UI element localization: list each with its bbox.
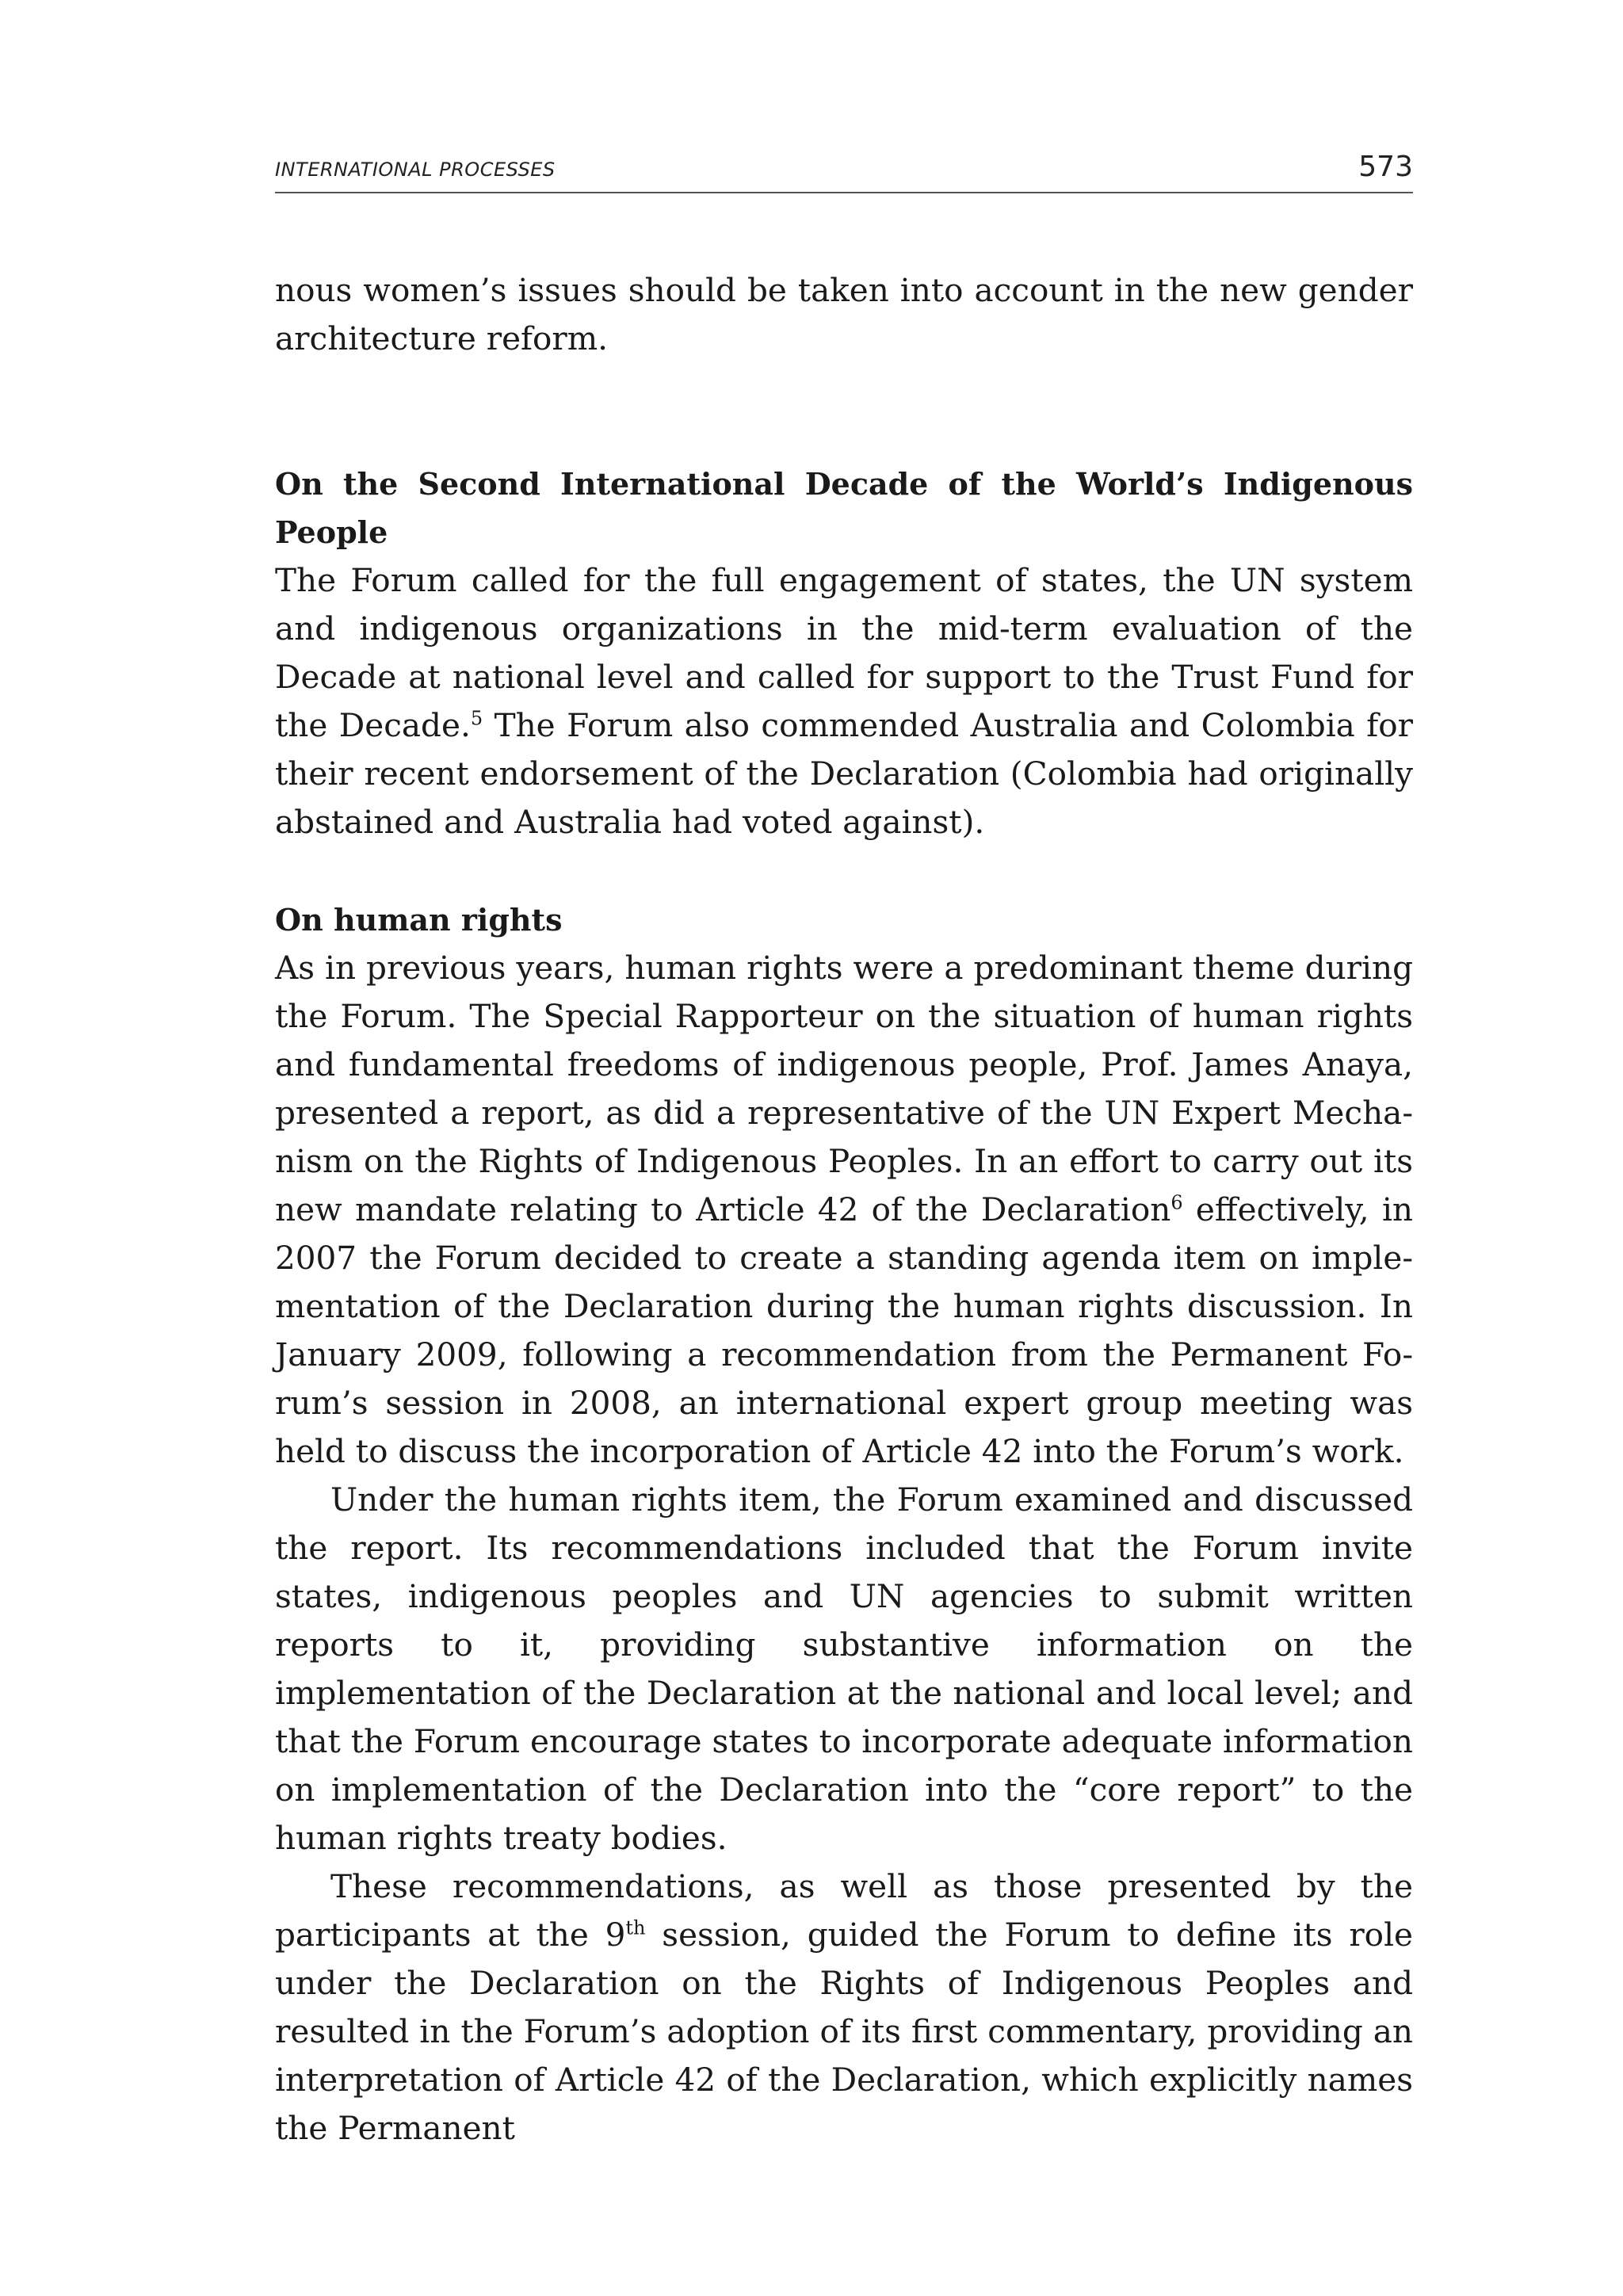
hr-p3-part1: These recommendations, as well as those presented by the participants at the 9 xyxy=(275,1867,1413,1954)
section-heading-human-rights: On human rights xyxy=(275,902,563,938)
hr-p3-part2: session, guided the Forum to define its role under the Declaration on the Rights of Indigenous Peoples and resulted in the Forum’s adoption of its first commentary, providing an interpretation of Article 42 of the Declaration, which explicitly names the Permanent xyxy=(275,1916,1413,2147)
section-decade xyxy=(275,460,1413,846)
section-heading-decade: On the Second International Decade of the World’s Indigenous People xyxy=(275,466,1413,550)
decade-text-part1: The Forum called for the full engagement of states, the UN system and indigenous organizations in the mid-term evaluation of the Decade at national level and called for support to the Trust Fund for the Decade. xyxy=(275,561,1413,744)
intro-block xyxy=(275,266,1413,363)
running-header xyxy=(275,151,1413,193)
hr-p1-part2: effectively, in 2007 the Forum decided to create a standing agenda item on implementation of the Declaration during the human rights discussion. In January 2009, following a recommendation from the Permanent Forum’s session in 2008, an international expert group meeting was held to discuss the incorporation of Article 42 into the Forum’s work. xyxy=(275,1190,1413,1470)
human-rights-paragraph-1 xyxy=(275,944,1413,1476)
page-number: 573 xyxy=(1358,151,1413,183)
decade-text-part2: The Forum also commended Australia and Colombia for their recent endorsement of the Declaration (Colombia had originally abstained and Australia had voted against). xyxy=(275,706,1413,841)
section-human-rights xyxy=(275,896,1413,2153)
footnote-ref-5[interactable]: 5 xyxy=(470,707,483,730)
human-rights-paragraph-2: Under the human rights item, the Forum examined and discussed the report. Its recommendations included that the Forum invite states, indigenous peoples and UN agencies to submit written reports to it, providing substantive information on the implementation of the Declaration at the national and local level; and that the Forum encourage states to incorporate adequate information on implementation of the Declaration into the “core report” to the human rights treaty bodies. xyxy=(275,1480,1413,1857)
running-title: INTERNATIONAL PROCESSES xyxy=(275,159,556,181)
intro-paragraph: nous women’s issues should be taken into account in the new gender architecture reform. xyxy=(275,271,1413,357)
decade-paragraph xyxy=(275,556,1413,846)
human-rights-paragraph-3 xyxy=(275,1862,1413,2153)
hr-p1-part1: As in previous years, human rights were a predominant theme during the Forum. The Special Rapporteur on the situation of human rights and fundamental freedoms of indigenous people, Prof. James Anaya, presented a report, as did a representative of the UN Expert Mechanism on the Rights of Indigenous Peoples. In an effort to carry out its new mandate relating to Article 42 of the Declaration xyxy=(275,949,1413,1228)
ordinal-suffix: th xyxy=(625,1916,646,1939)
footnote-ref-6[interactable]: 6 xyxy=(1170,1191,1183,1214)
